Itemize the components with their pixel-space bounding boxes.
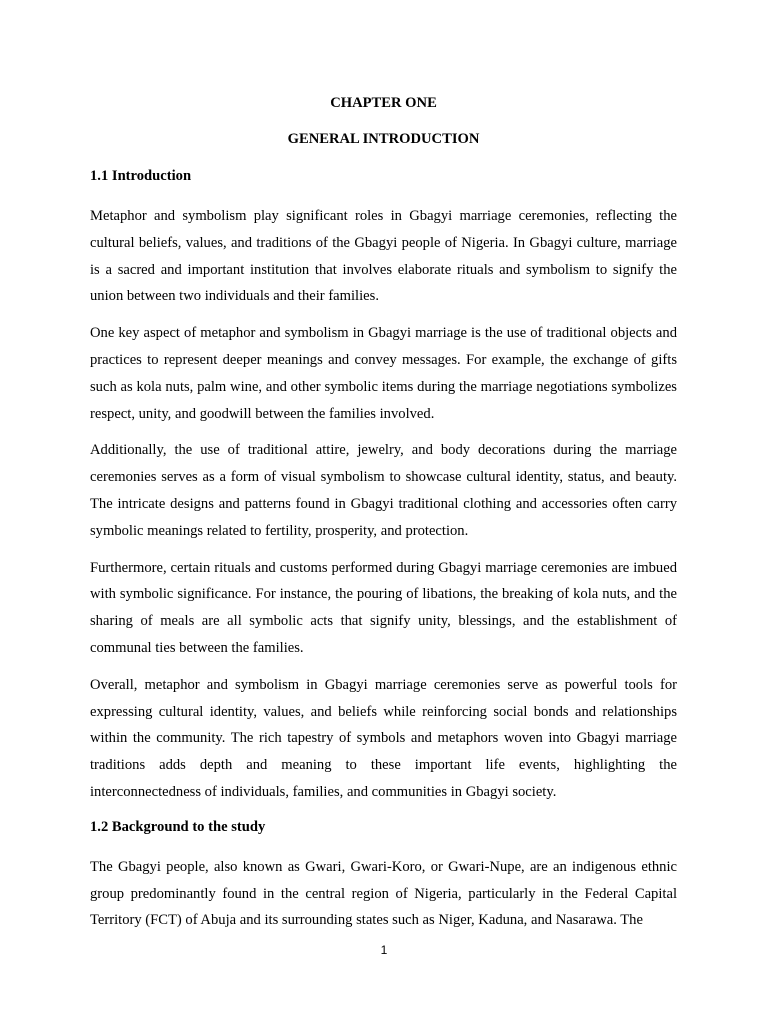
chapter-label: CHAPTER ONE <box>330 95 437 111</box>
section-heading-background: 1.2 Background to the study <box>90 818 266 835</box>
paragraph: Furthermore, certain rituals and customs performed during Gbagyi marriage ceremonies are imbued with symbolic significance. For instance, the pouring of libations, the breaking of kola nuts, and the sharing of meals are all symbolic acts that signify unity, blessings, and the establishment of communal ties between the families. <box>90 559 677 656</box>
section-heading-introduction: 1.1 Introduction <box>90 168 192 184</box>
page-number: 1 <box>380 943 388 957</box>
paragraph: Metaphor and symbolism play significant roles in Gbagyi marriage ceremonies, reflecting the cultural beliefs, values, and traditions of the Gbagyi people of Nigeria. In Gbagyi culture, marriage is a sacred and important institution that involves elaborate rituals and symbolism to signify the union between two individuals and their families. <box>90 208 677 305</box>
paragraph: The Gbagyi people, also known as Gwari, Gwari-Koro, or Gwari-Nupe, are an indigenous ethnic group predominantly found in the central region of Nigeria, particularly in the Federal Capital Territory (FCT) of Abuja and its surrounding states such as Niger, Kaduna, and Nasarawa. The <box>90 858 677 929</box>
paragraph: One key aspect of metaphor and symbolism in Gbagyi marriage is the use of traditional objects and practices to represent deeper meanings and convey messages. For example, the exchange of gifts such as kola nuts, palm wine, and other symbolic items during the marriage negotiations symbolizes respect, unity, and goodwill between the families involved. <box>90 325 677 422</box>
paragraph: Additionally, the use of traditional attire, jewelry, and body decorations during the marriage ceremonies serves as a form of visual symbolism to showcase cultural identity, status, and beauty. The intricate designs and patterns found in Gbagyi traditional clothing and accessories often carry symbolic meanings related to fertility, prosperity, and protection. <box>90 442 677 539</box>
chapter-title: GENERAL INTRODUCTION <box>287 131 480 147</box>
paragraph: Overall, metaphor and symbolism in Gbagyi marriage ceremonies serve as powerful tools for expressing cultural identity, values, and beliefs while reinforcing social bonds and relationships within the community. The rich tapestry of symbols and metaphors woven into Gbagyi marriage traditions adds depth and meaning to these important life events, highlighting the interconnectedness of individuals, families, and communities in Gbagyi society. <box>90 676 677 800</box>
page-content <box>90 92 677 944</box>
